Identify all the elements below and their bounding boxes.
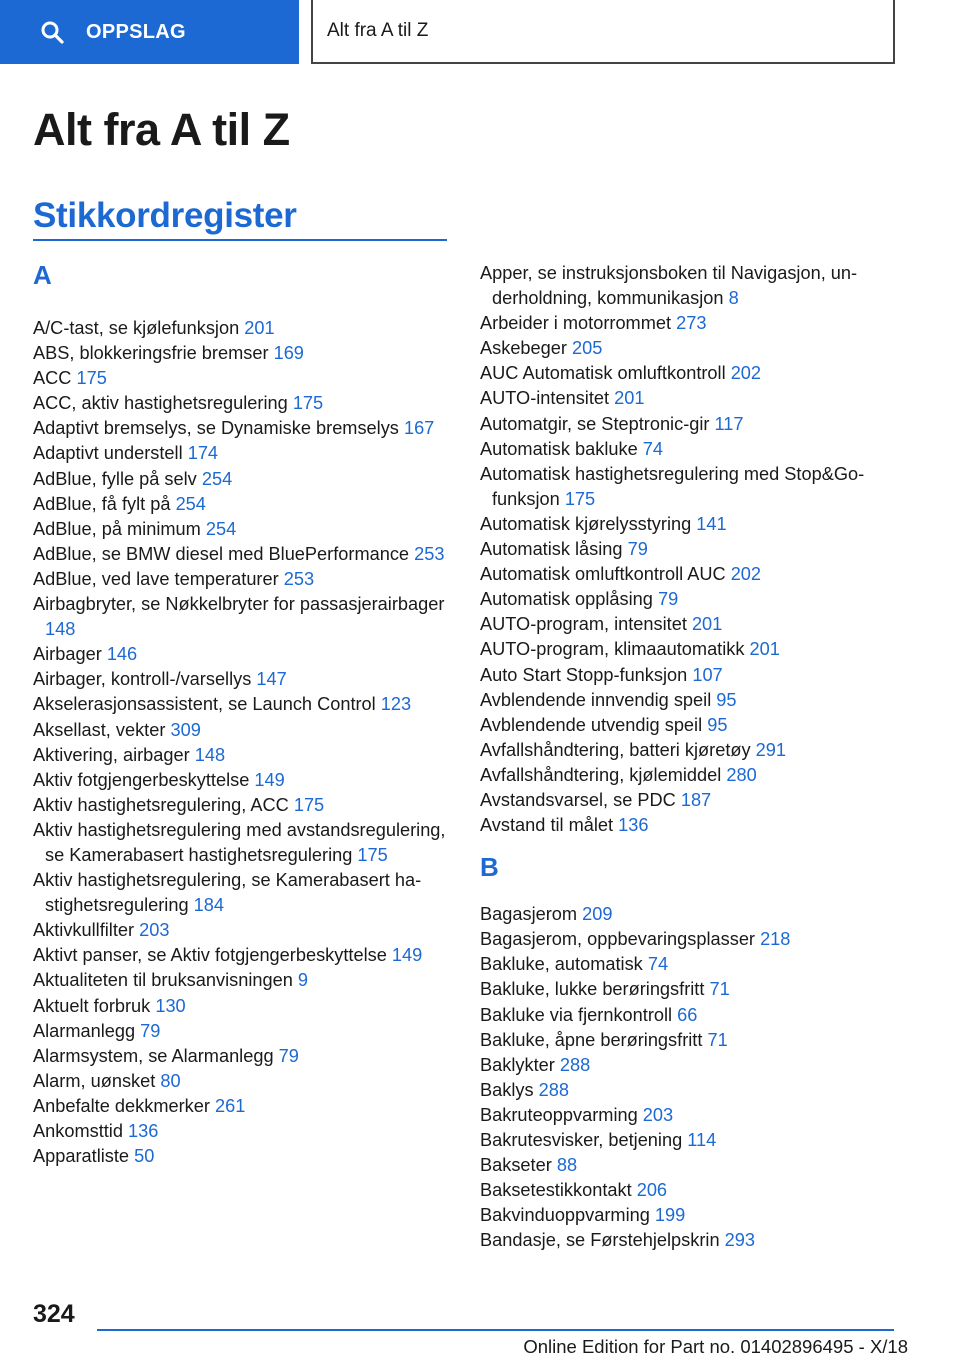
index-entry-page-link[interactable]: 175 xyxy=(292,393,324,414)
index-entry-page-link[interactable]: 175 xyxy=(357,844,388,865)
index-entry xyxy=(33,968,449,993)
index-entry-text: AdBlue, på minimum xyxy=(33,518,201,539)
index-entry-text: Automatisk omluftkontroll AUC xyxy=(480,564,726,585)
index-entry-text: Bakluke, automatisk xyxy=(480,954,643,975)
index-entry xyxy=(480,386,900,411)
index-entry-text: Bakrutesvisker, betjening xyxy=(480,1130,683,1150)
page-title: Alt fra A til Z xyxy=(33,104,290,155)
index-entry-text: Aktuelt forbruk xyxy=(33,995,151,1016)
index-entry xyxy=(480,688,900,713)
oppslag-tab-label: OPPSLAG xyxy=(86,20,186,43)
index-entry-text: Aktiv fotgjengerbeskyttelse xyxy=(33,769,250,790)
index-entry-page-link[interactable]: 167 xyxy=(403,418,435,439)
index-entry xyxy=(33,316,449,341)
index-entry xyxy=(33,416,449,441)
index-entry-text: Avstandsvarsel, se PDC xyxy=(480,789,676,810)
oppslag-tab[interactable] xyxy=(0,0,299,64)
index-entry-text: AdBlue, få fylt på xyxy=(33,493,171,514)
index-entry xyxy=(33,918,449,943)
index-entry-page-link[interactable]: 71 xyxy=(709,979,730,1000)
index-entry-page-link[interactable]: 147 xyxy=(256,669,287,690)
index-entry-page-link[interactable]: 202 xyxy=(730,363,762,384)
index-letter-b: B xyxy=(480,852,499,883)
index-entry xyxy=(33,1044,449,1069)
index-entry xyxy=(33,818,449,868)
index-entry-text: Baklykter xyxy=(480,1054,555,1075)
index-entry xyxy=(33,1069,449,1094)
index-entry xyxy=(480,1153,900,1178)
footer-edition-text: Online Edition for Part no. 01402896495 - X/18 xyxy=(523,1336,908,1357)
index-entry-page-link[interactable]: 288 xyxy=(538,1079,569,1100)
index-entry-page-link[interactable]: 74 xyxy=(642,438,663,459)
index-entry-page-link[interactable]: 253 xyxy=(283,568,315,589)
index-entry-page-link[interactable]: 174 xyxy=(187,443,219,464)
section-title: Stikkordregister xyxy=(33,196,297,235)
index-entry-page-link[interactable]: 146 xyxy=(106,644,138,665)
section-tab-label: Alt fra A til Z xyxy=(327,20,429,41)
index-entry-text: Avblendende utvendig speil xyxy=(480,714,703,735)
index-entry-text: Apparatliste xyxy=(33,1146,130,1167)
index-entry-page-link[interactable]: 107 xyxy=(692,664,723,685)
index-entry-page-link[interactable]: 175 xyxy=(564,488,596,509)
index-entry-text: Avblendende innvendig speil xyxy=(480,689,712,710)
index-entry-text: Automatgir, se Steptronic-gir xyxy=(480,413,710,434)
index-entry-page-link[interactable]: 66 xyxy=(677,1004,698,1025)
index-entry xyxy=(480,738,900,763)
index-entry-text: Bakvinduoppvarming xyxy=(480,1205,650,1226)
index-entry xyxy=(480,788,900,813)
index-entry-text: Baksetestikkontakt xyxy=(480,1180,632,1201)
index-entry-text: AdBlue, fylle på selv xyxy=(33,468,197,489)
index-entry xyxy=(33,341,449,366)
index-entry-text: Arbeider i motorrommet xyxy=(480,313,672,334)
index-entry-text: AUTO-intensitet xyxy=(480,388,610,409)
index-entry-text: Aktualiteten til bruksanvisningen xyxy=(33,970,293,991)
index-entry-text: ABS, blokkeringsfrie bremser xyxy=(33,343,269,364)
index-entry xyxy=(33,1144,449,1169)
index-entry-page-link[interactable]: 261 xyxy=(214,1095,246,1116)
index-entry xyxy=(480,1203,900,1228)
index-entry-text: Adaptivt understell xyxy=(33,443,183,464)
index-entry-page-link[interactable]: 79 xyxy=(278,1045,299,1066)
index-entry-page-link[interactable]: 288 xyxy=(559,1054,591,1075)
index-entry xyxy=(480,462,900,512)
index-entry xyxy=(480,1103,900,1128)
index-entry xyxy=(480,336,900,361)
index-entry-text: AUTO-program, intensitet xyxy=(480,614,687,635)
index-entry-page-link[interactable]: 199 xyxy=(654,1205,686,1226)
index-entry xyxy=(480,537,900,562)
index-entry-text: Automatisk låsing xyxy=(480,539,623,560)
index-entry-page-link[interactable]: 79 xyxy=(657,589,679,610)
index-entry xyxy=(480,612,900,637)
page-number: 324 xyxy=(33,1300,75,1328)
index-entry-page-link[interactable]: 187 xyxy=(680,789,712,810)
index-entry xyxy=(480,763,900,788)
index-entry xyxy=(33,517,449,542)
index-entry-page-link[interactable]: 149 xyxy=(391,945,423,966)
index-entry-text: Bandasje, se Førstehjelpskrin xyxy=(480,1230,720,1251)
index-entry-page-link[interactable]: 201 xyxy=(614,388,645,409)
index-entry-text: Auto Start Stopp-funksjon xyxy=(480,664,688,685)
index-entry-page-link[interactable]: 175 xyxy=(293,794,325,815)
index-column-right xyxy=(480,261,900,1253)
index-entry-text: ACC xyxy=(33,368,72,389)
index-entry-page-link[interactable]: 203 xyxy=(642,1104,674,1125)
index-entry-page-link[interactable]: 74 xyxy=(647,954,669,975)
index-entry xyxy=(480,361,900,386)
index-entry-text: Bagasjerom, oppbevaringsplasser xyxy=(480,929,755,950)
index-entry xyxy=(480,1178,900,1203)
index-entry-page-link[interactable]: 79 xyxy=(627,539,648,560)
index-entry-page-link[interactable]: 201 xyxy=(691,614,723,635)
index-entry xyxy=(33,642,449,667)
section-divider xyxy=(33,239,447,241)
index-column-left xyxy=(33,316,449,1169)
index-entry-page-link[interactable]: 136 xyxy=(128,1121,159,1141)
section-tab xyxy=(311,0,895,64)
index-letter-a: A xyxy=(33,260,52,290)
index-entry-text: Adaptivt bremselys, se Dynamiske bremselys xyxy=(33,418,399,439)
index-entry xyxy=(33,667,449,692)
index-entry-text: Bakluke, lukke berøringsfritt xyxy=(480,979,705,1000)
index-entry-page-link[interactable]: 205 xyxy=(572,338,603,359)
index-entry xyxy=(33,441,449,466)
index-entry xyxy=(33,391,449,416)
index-entry xyxy=(480,902,900,927)
index-entry xyxy=(33,718,449,743)
index-entry-text: Bakseter xyxy=(480,1155,552,1176)
index-entry xyxy=(480,311,900,336)
index-entry-page-link[interactable]: 201 xyxy=(749,639,780,660)
index-entry-text: Bakruteoppvarming xyxy=(480,1104,638,1125)
index-entry-text: Akselerasjonsassistent, se Launch Control xyxy=(33,694,376,715)
index-entry-text: Avfallshåndtering, batteri kjøretøy xyxy=(480,739,751,760)
index-entry xyxy=(33,592,449,642)
index-entry-text: Baklys xyxy=(480,1079,534,1100)
index-entry-text: Automatisk hastighetsregulering med Stop&Go-funksjon xyxy=(480,463,865,509)
index-entry-text: Bakluke via fjernkontroll xyxy=(480,1004,673,1025)
index-entry-text: Askebeger xyxy=(480,338,567,359)
index-entry-text: AUTO-program, klimaautomatikk xyxy=(480,639,745,660)
index-entry-text: ACC, aktiv hastighetsregulering xyxy=(33,393,288,414)
index-entry xyxy=(480,813,900,838)
index-entry xyxy=(33,467,449,492)
index-entry-text: Aktivkullfilter xyxy=(33,920,135,941)
index-entry xyxy=(480,927,900,952)
index-entry-page-link[interactable]: 79 xyxy=(140,1020,161,1041)
index-entry xyxy=(480,663,900,688)
index-entry-text: Ankomsttid xyxy=(33,1121,123,1141)
index-entry-page-link[interactable]: 309 xyxy=(170,719,201,740)
index-group-a-continued xyxy=(480,261,900,838)
index-entry-text: Aktiv hastighetsregulering, se Kamerabasert hastighetsregulering xyxy=(33,870,422,916)
index-entry-page-link[interactable]: 175 xyxy=(76,368,107,389)
index-entry-text: Aktivt panser, se Aktiv fotgjengerbeskyttelse xyxy=(33,945,387,966)
index-entry xyxy=(480,713,900,738)
index-entry-text: Automatisk bakluke xyxy=(480,438,638,459)
index-entry-page-link[interactable]: 123 xyxy=(380,694,412,715)
index-entry-page-link[interactable]: 254 xyxy=(205,518,237,539)
index-entry-page-link[interactable]: 209 xyxy=(582,904,613,925)
index-entry-text: Alarmanlegg xyxy=(33,1020,136,1041)
index-entry-text: AUC Automatisk omluftkontroll xyxy=(480,363,726,384)
index-entry xyxy=(480,412,900,437)
index-entry xyxy=(33,542,449,567)
index-entry-page-link[interactable]: 202 xyxy=(730,564,762,585)
index-entry xyxy=(480,437,900,462)
index-entry xyxy=(480,1003,900,1028)
index-entry-text: Airbagbryter, se Nøkkelbryter for passasjerairbager xyxy=(33,594,445,615)
index-entry xyxy=(480,512,900,537)
index-entry xyxy=(480,1128,900,1153)
index-entry-text: Aksellast, vekter xyxy=(33,719,166,740)
search-icon xyxy=(40,20,86,44)
index-entry xyxy=(33,366,449,391)
index-entry xyxy=(480,1228,900,1253)
index-entry-page-link[interactable]: 203 xyxy=(139,920,170,941)
index-entry-text: Aktivering, airbager xyxy=(33,744,190,765)
index-entry-page-link[interactable]: 201 xyxy=(244,318,275,338)
index-entry-text: Automatisk opplåsing xyxy=(480,589,653,610)
index-entry-page-link[interactable]: 141 xyxy=(696,513,727,534)
index-entry xyxy=(480,977,900,1002)
index-entry xyxy=(480,952,900,977)
index-entry-page-link[interactable]: 88 xyxy=(556,1155,578,1176)
index-entry-page-link[interactable]: 80 xyxy=(160,1070,181,1091)
index-entry-text: Airbager, kontroll-/varsellys xyxy=(33,669,252,690)
index-entry-text: Automatisk kjørelysstyring xyxy=(480,513,692,534)
index-entry-page-link[interactable]: 218 xyxy=(760,929,791,950)
index-entry xyxy=(33,567,449,592)
index-entry-text: A/C-tast, se kjølefunksjon xyxy=(33,318,240,338)
index-entry-page-link[interactable]: 149 xyxy=(254,769,285,790)
index-entry-page-link[interactable]: 9 xyxy=(297,970,309,991)
index-entry-text: Avfallshåndtering, kjølemiddel xyxy=(480,764,722,785)
index-entry xyxy=(33,743,449,768)
index-entry xyxy=(480,587,900,612)
footer-divider xyxy=(97,1329,894,1331)
index-entry-text: Alarmsystem, se Alarmanlegg xyxy=(33,1045,274,1066)
index-entry-text: Anbefalte dekkmerker xyxy=(33,1095,210,1116)
index-entry xyxy=(33,768,449,793)
index-entry xyxy=(33,492,449,517)
index-entry-page-link[interactable]: 184 xyxy=(193,895,224,916)
index-entry-page-link[interactable]: 95 xyxy=(707,714,728,735)
index-entry-text: Bagasjerom xyxy=(480,904,578,925)
index-group-b xyxy=(480,902,900,1253)
index-entry-text: Avstand til målet xyxy=(480,815,614,836)
index-entry xyxy=(33,868,449,918)
index-entry xyxy=(33,1119,449,1144)
index-entry-page-link[interactable]: 253 xyxy=(414,543,445,564)
index-entry xyxy=(33,1094,449,1119)
index-entry xyxy=(33,692,449,717)
index-entry xyxy=(33,793,449,818)
index-entry-text: Airbager xyxy=(33,644,102,665)
index-entry xyxy=(33,994,449,1019)
index-entry xyxy=(480,562,900,587)
index-entry-page-link[interactable]: 148 xyxy=(45,619,76,640)
index-entry-page-link[interactable]: 71 xyxy=(707,1029,728,1050)
index-entry-page-link[interactable]: 254 xyxy=(201,468,233,489)
index-entry-page-link[interactable]: 206 xyxy=(636,1180,668,1201)
index-entry-text: Alarm, uønsket xyxy=(33,1070,156,1091)
index-entry xyxy=(480,637,900,662)
index-entry-page-link[interactable]: 136 xyxy=(618,815,649,836)
index-entry-page-link[interactable]: 117 xyxy=(714,413,744,434)
index-entry-page-link[interactable]: 293 xyxy=(724,1230,755,1251)
index-entry-page-link[interactable]: 148 xyxy=(194,744,226,765)
index-entry-page-link[interactable]: 254 xyxy=(175,493,206,514)
index-entry xyxy=(480,1078,900,1103)
index-entry-text: Aktiv hastighetsregulering, ACC xyxy=(33,794,289,815)
index-entry-page-link[interactable]: 291 xyxy=(755,739,786,760)
index-entry xyxy=(480,261,900,311)
index-entry-text: AdBlue, ved lave temperaturer xyxy=(33,568,279,589)
index-entry xyxy=(480,1028,900,1053)
index-entry xyxy=(480,1053,900,1078)
index-entry-text: Aktiv hastighetsregulering med avstandsregulering, se Kamerabasert hastighetsregulering xyxy=(33,819,446,865)
index-entry-page-link[interactable]: 50 xyxy=(134,1146,155,1167)
index-entry xyxy=(33,1019,449,1044)
index-entry-text: Apper, se instruksjonsboken til Navigasjon, underholdning, kommunikasjon xyxy=(480,263,858,309)
index-entry-page-link[interactable]: 95 xyxy=(716,689,737,710)
index-entry-page-link[interactable]: 8 xyxy=(728,288,739,309)
index-entry-text: Bakluke, åpne berøringsfritt xyxy=(480,1029,703,1050)
index-entry-page-link[interactable]: 273 xyxy=(676,313,707,334)
index-entry-page-link[interactable]: 130 xyxy=(155,995,186,1016)
index-entry-page-link[interactable]: 114 xyxy=(687,1130,717,1150)
index-entry xyxy=(33,943,449,968)
index-entry-page-link[interactable]: 280 xyxy=(726,764,757,785)
index-entry-page-link[interactable]: 169 xyxy=(273,343,304,364)
index-entry-text: AdBlue, se BMW diesel med BluePerformance xyxy=(33,543,410,564)
